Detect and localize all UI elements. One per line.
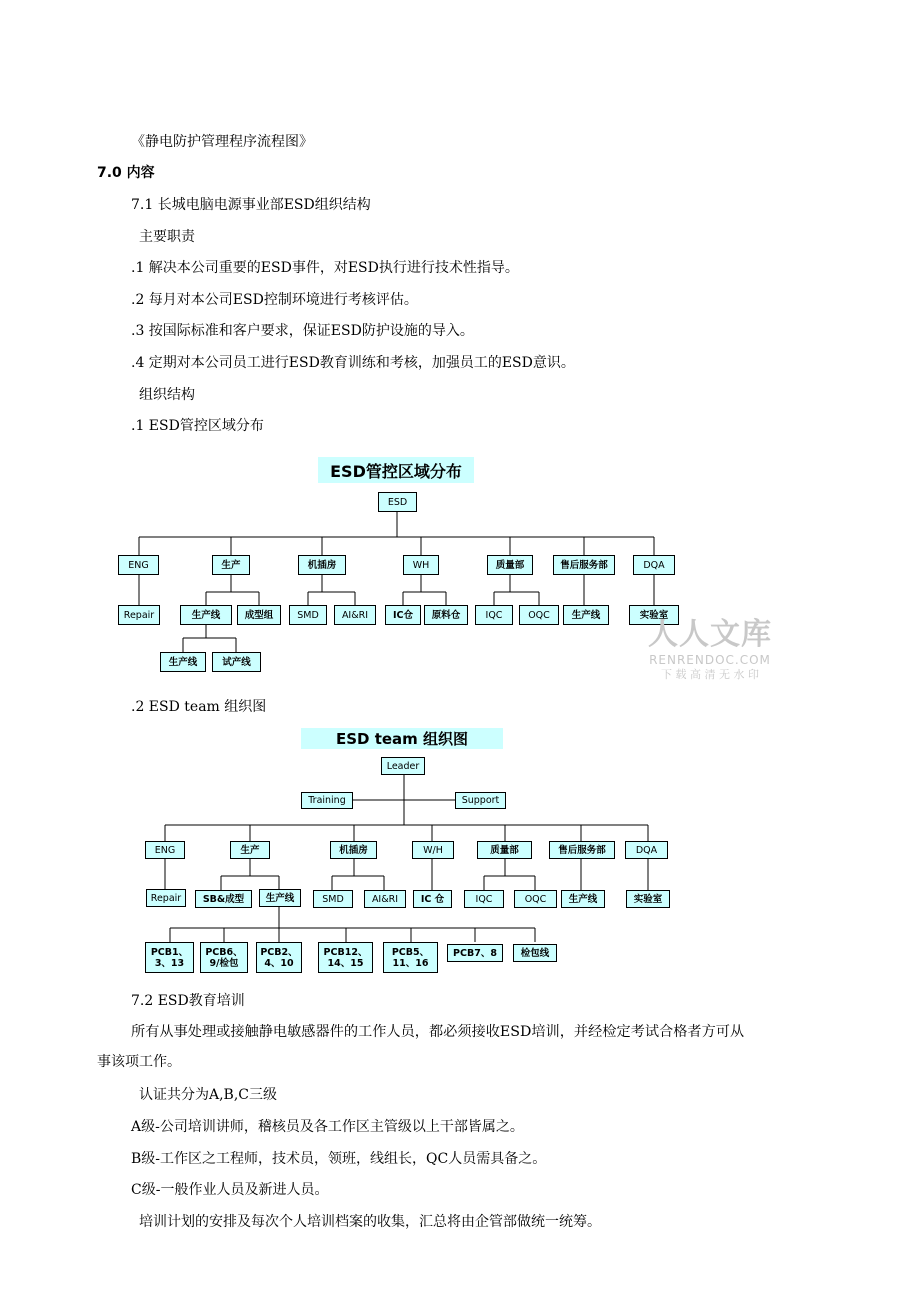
duties-heading: 主要职责 bbox=[139, 229, 195, 245]
org-item-2: .2 ESD team 组织图 bbox=[131, 699, 267, 715]
subsection-7-1: 7.1 长城电脑电源事业部ESD组织结构 bbox=[131, 197, 371, 213]
node-ic-store: IC仓 bbox=[385, 605, 421, 625]
node-team-eng: ENG bbox=[145, 841, 185, 859]
training-plan: 培训计划的安排及每次个人培训档案的收集，汇总将由企管部做统一统筹。 bbox=[139, 1214, 601, 1230]
node-team-dqa: DQA bbox=[625, 841, 668, 859]
node-esd: ESD bbox=[378, 492, 417, 512]
node-service-line: 生产线 bbox=[563, 605, 609, 625]
level-a: A级-公司培训讲师，稽核员及各工作区主管级以上干部皆属之。 bbox=[131, 1119, 524, 1135]
node-team-wh: W/H bbox=[412, 841, 454, 859]
watermark-brand: 人人文库 bbox=[648, 617, 772, 652]
node-machine-room: 机插房 bbox=[298, 555, 346, 575]
node-material-store: 原料仓 bbox=[424, 605, 468, 625]
node-team-lab: 实验室 bbox=[626, 890, 670, 908]
duty-item: .4 定期对本公司员工进行ESD教育训练和考核，加强员工的ESD意识。 bbox=[131, 355, 575, 371]
node-team-production-line: 生产线 bbox=[259, 889, 301, 907]
node-support: Support bbox=[455, 792, 506, 809]
node-team-repair: Repair bbox=[146, 889, 186, 907]
chart1-title: ESD管控区域分布 bbox=[318, 457, 474, 483]
node-quality: 质量部 bbox=[487, 555, 533, 575]
node-repair: Repair bbox=[118, 605, 160, 625]
node-team-iqc: IQC bbox=[464, 890, 504, 908]
node-team-machine-room: 机插房 bbox=[330, 841, 377, 859]
node-team-sb-forming: SB&成型 bbox=[195, 890, 252, 908]
node-line-pcb5: PCB5、 11、16 bbox=[383, 942, 438, 973]
subsection-7-2: 7.2 ESD教育培训 bbox=[131, 993, 245, 1009]
paragraph-line: 事该项工作。 bbox=[97, 1054, 181, 1070]
paragraph-line: 所有从事处理或接触静电敏感器件的工作人员，都必须接收ESD培训，并经检定考试合格者方可从 bbox=[131, 1024, 745, 1040]
node-dqa: DQA bbox=[633, 555, 675, 575]
node-production: 生产 bbox=[212, 555, 250, 575]
certification-intro: 认证共分为A,B,C三级 bbox=[139, 1087, 278, 1103]
level-b: B级-工作区之工程师，技术员，领班，线组长，QC人员需具备之。 bbox=[131, 1151, 547, 1167]
node-line-pcb6: PCB6、 9/检包 bbox=[200, 942, 248, 973]
node-trial-line: 试产线 bbox=[212, 652, 261, 672]
node-leader: Leader bbox=[381, 757, 425, 775]
duty-item: .1 解决本公司重要的ESD事件，对ESD执行进行技术性指导。 bbox=[131, 260, 519, 276]
node-team-ai-ri: AI&RI bbox=[364, 890, 406, 908]
node-forming-group: 成型组 bbox=[237, 605, 281, 625]
node-line-inspect-pack: 检包线 bbox=[513, 944, 557, 962]
node-wh: WH bbox=[403, 555, 439, 575]
level-c: C级-一般作业人员及新进人员。 bbox=[131, 1182, 329, 1198]
section-heading: 7.0 内容 bbox=[97, 165, 155, 181]
node-team-smd: SMD bbox=[313, 890, 353, 908]
node-training: Training bbox=[301, 792, 353, 809]
duty-item: .3 按国际标准和客户要求，保证ESD防护设施的导入。 bbox=[131, 323, 474, 339]
node-line-pcb12: PCB12、 14、15 bbox=[318, 942, 373, 973]
node-ai-ri: AI&RI bbox=[334, 605, 376, 625]
node-team-oqc: OQC bbox=[514, 890, 557, 908]
node-team-quality: 质量部 bbox=[477, 841, 532, 859]
node-team-after-sales: 售后服务部 bbox=[549, 841, 615, 859]
node-iqc: IQC bbox=[475, 605, 513, 625]
node-smd: SMD bbox=[289, 605, 327, 625]
node-oqc: OQC bbox=[519, 605, 559, 625]
node-line-pcb1: PCB1、 3、13 bbox=[145, 942, 194, 973]
org-item-1: .1 ESD管控区域分布 bbox=[131, 418, 264, 434]
node-eng: ENG bbox=[118, 555, 159, 575]
node-team-service-line: 生产线 bbox=[561, 890, 605, 908]
node-after-sales: 售后服务部 bbox=[553, 555, 615, 575]
chart2-title: ESD team 组织图 bbox=[301, 728, 503, 749]
node-line-pcb7: PCB7、8 bbox=[447, 944, 503, 962]
reference-title: 《静电防护管理程序流程图》 bbox=[131, 134, 313, 150]
node-production-line: 生产线 bbox=[180, 605, 232, 625]
node-line-pcb2: PCB2、 4、10 bbox=[256, 942, 302, 973]
duty-item: .2 每月对本公司ESD控制环境进行考核评估。 bbox=[131, 292, 418, 308]
node-lab: 实验室 bbox=[629, 605, 679, 625]
node-team-production: 生产 bbox=[230, 841, 270, 859]
node-team-ic-store: IC 仓 bbox=[413, 890, 452, 908]
node-sub-production-line: 生产线 bbox=[160, 652, 206, 672]
org-heading: 组织结构 bbox=[139, 387, 195, 403]
watermark-site: RENRENDOC.COM bbox=[649, 653, 771, 667]
watermark-slogan: 下 载 高 清 无 水 印 bbox=[661, 668, 759, 681]
